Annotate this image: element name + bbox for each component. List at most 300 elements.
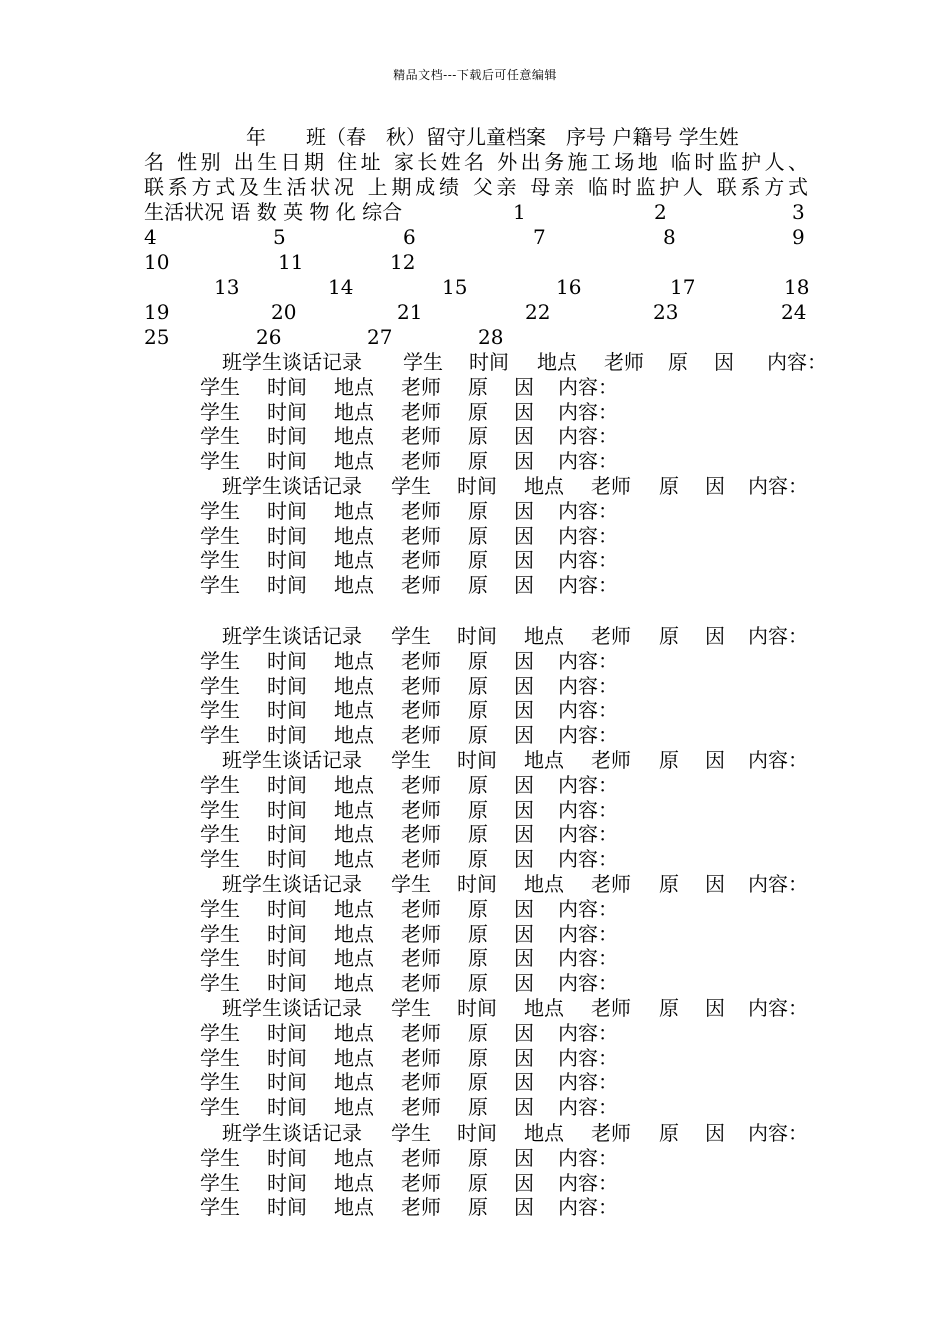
record-field-label: 内容： (558, 673, 618, 698)
record-row (0, 548, 950, 573)
record-field-label: 因 (514, 698, 534, 723)
record-field-label: 内容： (748, 996, 808, 1020)
record-field-label: 因 (705, 474, 725, 498)
record-field-label: 老师 (591, 474, 631, 498)
record-field-label: 内容： (558, 498, 618, 523)
record-field-label: 时间 (267, 648, 307, 673)
record-field-label: 因 (714, 350, 734, 374)
record-field-label: 时间 (267, 1020, 307, 1045)
record-field-label: 因 (514, 847, 534, 872)
record-field-label: 地点 (334, 822, 374, 847)
record-field-label: 因 (514, 424, 534, 449)
record-field-label: 内容： (558, 449, 618, 474)
record-field-label: 学生 (200, 573, 240, 598)
record-row (0, 424, 950, 449)
record-field-label: 地点 (334, 1145, 374, 1170)
record-field-label: 老师 (591, 872, 631, 896)
record-field-label: 地点 (334, 449, 374, 474)
record-title: 班学生谈话记录 (222, 474, 362, 498)
record-field-label: 时间 (267, 723, 307, 748)
record-row (0, 1070, 950, 1095)
record-field-label: 老师 (401, 971, 441, 996)
record-field-label: 时间 (267, 822, 307, 847)
record-field-label: 地点 (334, 896, 374, 921)
record-field-label: 内容： (558, 1095, 618, 1120)
record-field-label: 时间 (457, 748, 497, 772)
record-field-label: 时间 (469, 350, 509, 374)
record-field-label: 因 (514, 548, 534, 573)
archive-number: 5 (273, 225, 286, 249)
record-field-label: 地点 (334, 1070, 374, 1095)
record-field-label: 老师 (591, 748, 631, 772)
record-field-label: 时间 (267, 424, 307, 449)
record-field-label: 学生 (200, 1095, 240, 1120)
record-field-label: 内容： (558, 723, 618, 748)
archive-number: 3 (792, 200, 805, 224)
record-title: 班学生谈话记录 (222, 872, 362, 896)
record-field-label: 学生 (200, 772, 240, 797)
record-field-label: 原 (659, 474, 679, 498)
record-field-label: 老师 (591, 624, 631, 648)
record-field-label: 老师 (591, 1121, 631, 1145)
record-row (0, 1046, 950, 1071)
record-field-label: 地点 (334, 399, 374, 424)
record-field-label: 地点 (334, 971, 374, 996)
record-field-label: 原 (468, 1045, 488, 1070)
record-field-label: 内容： (558, 822, 618, 847)
record-field-label: 原 (468, 673, 488, 698)
archive-number: 2 (654, 200, 667, 224)
archive-number: 10 (144, 250, 170, 274)
archive-number: 25 (144, 325, 170, 349)
archive-number: 12 (390, 250, 416, 274)
record-field-label: 学生 (200, 498, 240, 523)
archive-line: 生活状况 语 数 英 物 化 综合 (144, 200, 403, 224)
record-field-label: 时间 (457, 1121, 497, 1145)
record-field-label: 老师 (401, 498, 441, 523)
record-field-label: 地点 (334, 946, 374, 971)
record-field-label: 地点 (334, 1045, 374, 1070)
record-field-label: 学生 (200, 946, 240, 971)
record-field-label: 内容： (748, 872, 808, 896)
record-title: 班学生谈话记录 (222, 996, 362, 1020)
record-field-label: 因 (705, 748, 725, 772)
archive-number: 13 (214, 275, 240, 299)
record-field-label: 时间 (267, 399, 307, 424)
record-field-label: 因 (514, 1020, 534, 1045)
record-row (0, 499, 950, 524)
record-field-label: 内容： (558, 374, 618, 399)
record-row (0, 1171, 950, 1196)
record-row (0, 922, 950, 947)
record-field-label: 时间 (267, 1170, 307, 1195)
record-field-label: 原 (659, 1121, 679, 1145)
record-row (0, 822, 950, 847)
record-field-label: 学生 (200, 548, 240, 573)
record-row (0, 524, 950, 549)
archive-number: 19 (144, 300, 170, 324)
record-field-label: 原 (468, 449, 488, 474)
record-field-label: 老师 (401, 723, 441, 748)
record-header-row (0, 350, 950, 375)
record-row (0, 897, 950, 922)
archive-number: 22 (525, 300, 551, 324)
record-field-label: 因 (705, 872, 725, 896)
record-field-label: 老师 (401, 673, 441, 698)
record-field-label: 地点 (334, 648, 374, 673)
archive-number: 14 (328, 275, 354, 299)
record-field-label: 老师 (401, 847, 441, 872)
record-field-label: 因 (514, 896, 534, 921)
record-field-label: 内容： (558, 921, 618, 946)
record-field-label: 因 (514, 1170, 534, 1195)
record-field-label: 地点 (524, 474, 564, 498)
archive-number: 26 (256, 325, 282, 349)
record-header-row (0, 748, 950, 773)
record-field-label: 老师 (401, 424, 441, 449)
record-field-label: 地点 (334, 673, 374, 698)
record-field-label: 原 (659, 748, 679, 772)
record-field-label: 地点 (524, 996, 564, 1020)
archive-number: 23 (653, 300, 679, 324)
record-field-label: 因 (514, 797, 534, 822)
record-field-label: 时间 (457, 996, 497, 1020)
archive-number: 17 (670, 275, 696, 299)
record-field-label: 原 (468, 723, 488, 748)
record-field-label: 老师 (401, 374, 441, 399)
record-field-label: 时间 (267, 896, 307, 921)
record-field-label: 学生 (200, 424, 240, 449)
record-field-label: 学生 (200, 399, 240, 424)
record-field-label: 老师 (401, 896, 441, 921)
record-field-label: 地点 (334, 1195, 374, 1220)
record-field-label: 时间 (267, 797, 307, 822)
record-field-label: 时间 (267, 946, 307, 971)
record-field-label: 学生 (391, 1121, 431, 1145)
record-field-label: 时间 (457, 624, 497, 648)
record-field-label: 内容： (748, 748, 808, 772)
record-field-label: 内容： (558, 548, 618, 573)
record-field-label: 原 (468, 374, 488, 399)
record-field-label: 内容： (558, 1045, 618, 1070)
record-row (0, 798, 950, 823)
record-field-label: 因 (514, 399, 534, 424)
record-field-label: 学生 (391, 996, 431, 1020)
record-field-label: 学生 (200, 921, 240, 946)
record-field-label: 老师 (401, 1195, 441, 1220)
record-field-label: 因 (705, 624, 725, 648)
record-field-label: 老师 (401, 921, 441, 946)
record-field-label: 内容： (558, 1020, 618, 1045)
record-field-label: 原 (468, 1195, 488, 1220)
record-field-label: 原 (468, 399, 488, 424)
record-field-label: 原 (468, 847, 488, 872)
record-field-label: 内容： (748, 474, 808, 498)
record-field-label: 地点 (334, 921, 374, 946)
record-field-label: 地点 (334, 374, 374, 399)
record-field-label: 内容： (558, 1070, 618, 1095)
record-field-label: 时间 (267, 498, 307, 523)
record-field-label: 学生 (200, 648, 240, 673)
record-field-label: 因 (514, 673, 534, 698)
record-field-label: 学生 (403, 350, 443, 374)
record-row (0, 573, 950, 598)
record-field-label: 时间 (267, 523, 307, 548)
record-field-label: 原 (468, 648, 488, 673)
record-row (0, 674, 950, 699)
record-title: 班学生谈话记录 (222, 748, 362, 772)
record-field-label: 原 (468, 797, 488, 822)
record-field-label: 内容： (767, 350, 827, 374)
record-field-label: 原 (668, 350, 688, 374)
record-field-label: 因 (705, 996, 725, 1020)
record-field-label: 原 (468, 523, 488, 548)
record-field-label: 时间 (267, 698, 307, 723)
record-field-label: 原 (468, 772, 488, 797)
record-field-label: 学生 (200, 374, 240, 399)
record-field-label: 老师 (401, 797, 441, 822)
record-field-label: 因 (514, 946, 534, 971)
record-field-label: 地点 (334, 1170, 374, 1195)
record-field-label: 时间 (267, 772, 307, 797)
record-row (0, 946, 950, 971)
record-field-label: 地点 (524, 872, 564, 896)
record-row (0, 1146, 950, 1171)
record-field-label: 因 (514, 772, 534, 797)
record-field-label: 学生 (200, 1145, 240, 1170)
record-field-label: 老师 (401, 523, 441, 548)
archive-number: 27 (367, 325, 393, 349)
archive-number: 28 (478, 325, 504, 349)
record-field-label: 因 (514, 1070, 534, 1095)
record-field-label: 内容： (558, 573, 618, 598)
record-field-label: 时间 (267, 573, 307, 598)
record-field-label: 学生 (200, 797, 240, 822)
record-field-label: 老师 (401, 698, 441, 723)
page-header: 精品文档---下载后可任意编辑 (393, 68, 557, 82)
record-field-label: 学生 (200, 698, 240, 723)
record-field-label: 时间 (267, 1195, 307, 1220)
record-field-label: 老师 (401, 449, 441, 474)
record-field-label: 地点 (334, 797, 374, 822)
record-row (0, 773, 950, 798)
record-field-label: 地点 (334, 698, 374, 723)
record-field-label: 学生 (200, 847, 240, 872)
archive-number: 24 (781, 300, 807, 324)
record-header-row (0, 1121, 950, 1146)
record-field-label: 时间 (267, 971, 307, 996)
record-row (0, 375, 950, 400)
record-field-label: 地点 (334, 772, 374, 797)
record-field-label: 学生 (200, 523, 240, 548)
record-field-label: 地点 (334, 1020, 374, 1045)
record-title: 班学生谈话记录 (222, 350, 362, 374)
record-field-label: 时间 (267, 1070, 307, 1095)
record-field-label: 内容： (558, 847, 618, 872)
record-header-row (0, 996, 950, 1021)
record-field-label: 学生 (200, 449, 240, 474)
record-field-label: 老师 (401, 1045, 441, 1070)
archive-number: 15 (442, 275, 468, 299)
record-field-label: 学生 (200, 971, 240, 996)
record-field-label: 时间 (267, 673, 307, 698)
record-field-label: 因 (514, 573, 534, 598)
record-field-label: 时间 (267, 449, 307, 474)
record-field-label: 内容： (748, 1121, 808, 1145)
record-field-label: 学生 (391, 872, 431, 896)
record-field-label: 老师 (401, 1070, 441, 1095)
record-field-label: 内容： (558, 946, 618, 971)
record-field-label: 因 (514, 498, 534, 523)
record-field-label: 因 (514, 971, 534, 996)
record-field-label: 学生 (200, 1045, 240, 1070)
record-title: 班学生谈话记录 (222, 624, 362, 648)
record-field-label: 地点 (334, 723, 374, 748)
record-header-row (0, 624, 950, 649)
record-field-label: 因 (514, 523, 534, 548)
record-field-label: 原 (468, 1020, 488, 1045)
record-field-label: 因 (514, 648, 534, 673)
record-field-label: 因 (514, 822, 534, 847)
archive-number: 11 (278, 250, 304, 274)
record-field-label: 原 (468, 1170, 488, 1195)
record-field-label: 内容： (558, 896, 618, 921)
record-field-label: 原 (468, 698, 488, 723)
record-row (0, 723, 950, 748)
archive-number: 21 (397, 300, 423, 324)
record-field-label: 学生 (200, 1070, 240, 1095)
record-field-label: 老师 (401, 772, 441, 797)
record-header-row (0, 872, 950, 897)
archive-number: 18 (784, 275, 810, 299)
record-field-label: 老师 (591, 996, 631, 1020)
record-field-label: 地点 (334, 424, 374, 449)
record-field-label: 老师 (401, 573, 441, 598)
record-field-label: 学生 (200, 822, 240, 847)
archive-number: 16 (556, 275, 582, 299)
record-field-label: 内容： (558, 772, 618, 797)
record-field-label: 内容： (558, 648, 618, 673)
archive-number: 4 (144, 225, 157, 249)
record-field-label: 学生 (391, 474, 431, 498)
record-field-label: 内容： (558, 1170, 618, 1195)
record-field-label: 原 (468, 822, 488, 847)
record-field-label: 因 (514, 921, 534, 946)
record-field-label: 原 (468, 498, 488, 523)
archive-line: 年 班（春 秋）留守儿童档案 序号 户籍号 学生姓 (246, 125, 739, 149)
archive-number: 6 (403, 225, 416, 249)
record-field-label: 老师 (401, 1170, 441, 1195)
archive-number: 1 (513, 200, 526, 224)
record-field-label: 学生 (200, 896, 240, 921)
record-field-label: 老师 (401, 1145, 441, 1170)
record-row (0, 1095, 950, 1120)
record-field-label: 原 (659, 872, 679, 896)
record-field-label: 内容： (558, 399, 618, 424)
record-field-label: 因 (514, 374, 534, 399)
record-row (0, 649, 950, 674)
record-field-label: 时间 (267, 1095, 307, 1120)
record-field-label: 时间 (457, 872, 497, 896)
record-field-label: 地点 (334, 573, 374, 598)
archive-number: 8 (663, 225, 676, 249)
record-title: 班学生谈话记录 (222, 1121, 362, 1145)
record-field-label: 内容： (558, 1195, 618, 1220)
record-row (0, 971, 950, 996)
record-field-label: 时间 (267, 1145, 307, 1170)
record-field-label: 老师 (401, 548, 441, 573)
record-row (0, 1021, 950, 1046)
record-field-label: 地点 (524, 1121, 564, 1145)
record-field-label: 原 (468, 1070, 488, 1095)
record-field-label: 原 (468, 971, 488, 996)
record-field-label: 原 (659, 996, 679, 1020)
record-row (0, 400, 950, 425)
record-field-label: 原 (659, 624, 679, 648)
record-field-label: 地点 (334, 847, 374, 872)
record-header-row (0, 474, 950, 499)
record-field-label: 老师 (401, 1020, 441, 1045)
record-field-label: 时间 (267, 548, 307, 573)
record-field-label: 学生 (200, 1170, 240, 1195)
record-field-label: 内容： (558, 698, 618, 723)
archive-number: 7 (533, 225, 546, 249)
record-row (0, 698, 950, 723)
record-field-label: 因 (514, 1195, 534, 1220)
record-field-label: 学生 (200, 673, 240, 698)
record-field-label: 原 (468, 548, 488, 573)
record-field-label: 因 (514, 723, 534, 748)
record-field-label: 地点 (334, 548, 374, 573)
record-field-label: 学生 (200, 723, 240, 748)
record-field-label: 因 (514, 1145, 534, 1170)
record-field-label: 因 (514, 449, 534, 474)
record-field-label: 内容： (558, 424, 618, 449)
record-field-label: 学生 (200, 1020, 240, 1045)
record-field-label: 原 (468, 946, 488, 971)
record-field-label: 老师 (604, 350, 644, 374)
archive-number: 9 (792, 225, 805, 249)
record-field-label: 原 (468, 896, 488, 921)
record-field-label: 时间 (267, 1045, 307, 1070)
record-field-label: 地点 (524, 624, 564, 648)
record-field-label: 时间 (457, 474, 497, 498)
archive-line: 联系方式及生活状况 上期成绩 父亲 母亲 临时监护人 联系方式 (144, 175, 808, 199)
record-field-label: 地点 (334, 523, 374, 548)
record-field-label: 因 (514, 1095, 534, 1120)
record-field-label: 地点 (334, 498, 374, 523)
record-field-label: 老师 (401, 648, 441, 673)
record-field-label: 原 (468, 1095, 488, 1120)
record-field-label: 地点 (524, 748, 564, 772)
record-row (0, 847, 950, 872)
record-field-label: 老师 (401, 822, 441, 847)
record-field-label: 因 (514, 1045, 534, 1070)
record-field-label: 老师 (401, 946, 441, 971)
record-field-label: 内容： (558, 523, 618, 548)
record-field-label: 地点 (537, 350, 577, 374)
archive-line: 名 性别 出生日期 住址 家长姓名 外出务施工场地 临时监护人、 (144, 150, 808, 174)
record-field-label: 学生 (391, 624, 431, 648)
record-field-label: 学生 (391, 748, 431, 772)
record-field-label: 内容： (558, 1145, 618, 1170)
record-field-label: 原 (468, 424, 488, 449)
record-field-label: 内容： (558, 971, 618, 996)
record-field-label: 原 (468, 921, 488, 946)
record-field-label: 地点 (334, 1095, 374, 1120)
record-row (0, 449, 950, 474)
record-field-label: 内容： (558, 797, 618, 822)
